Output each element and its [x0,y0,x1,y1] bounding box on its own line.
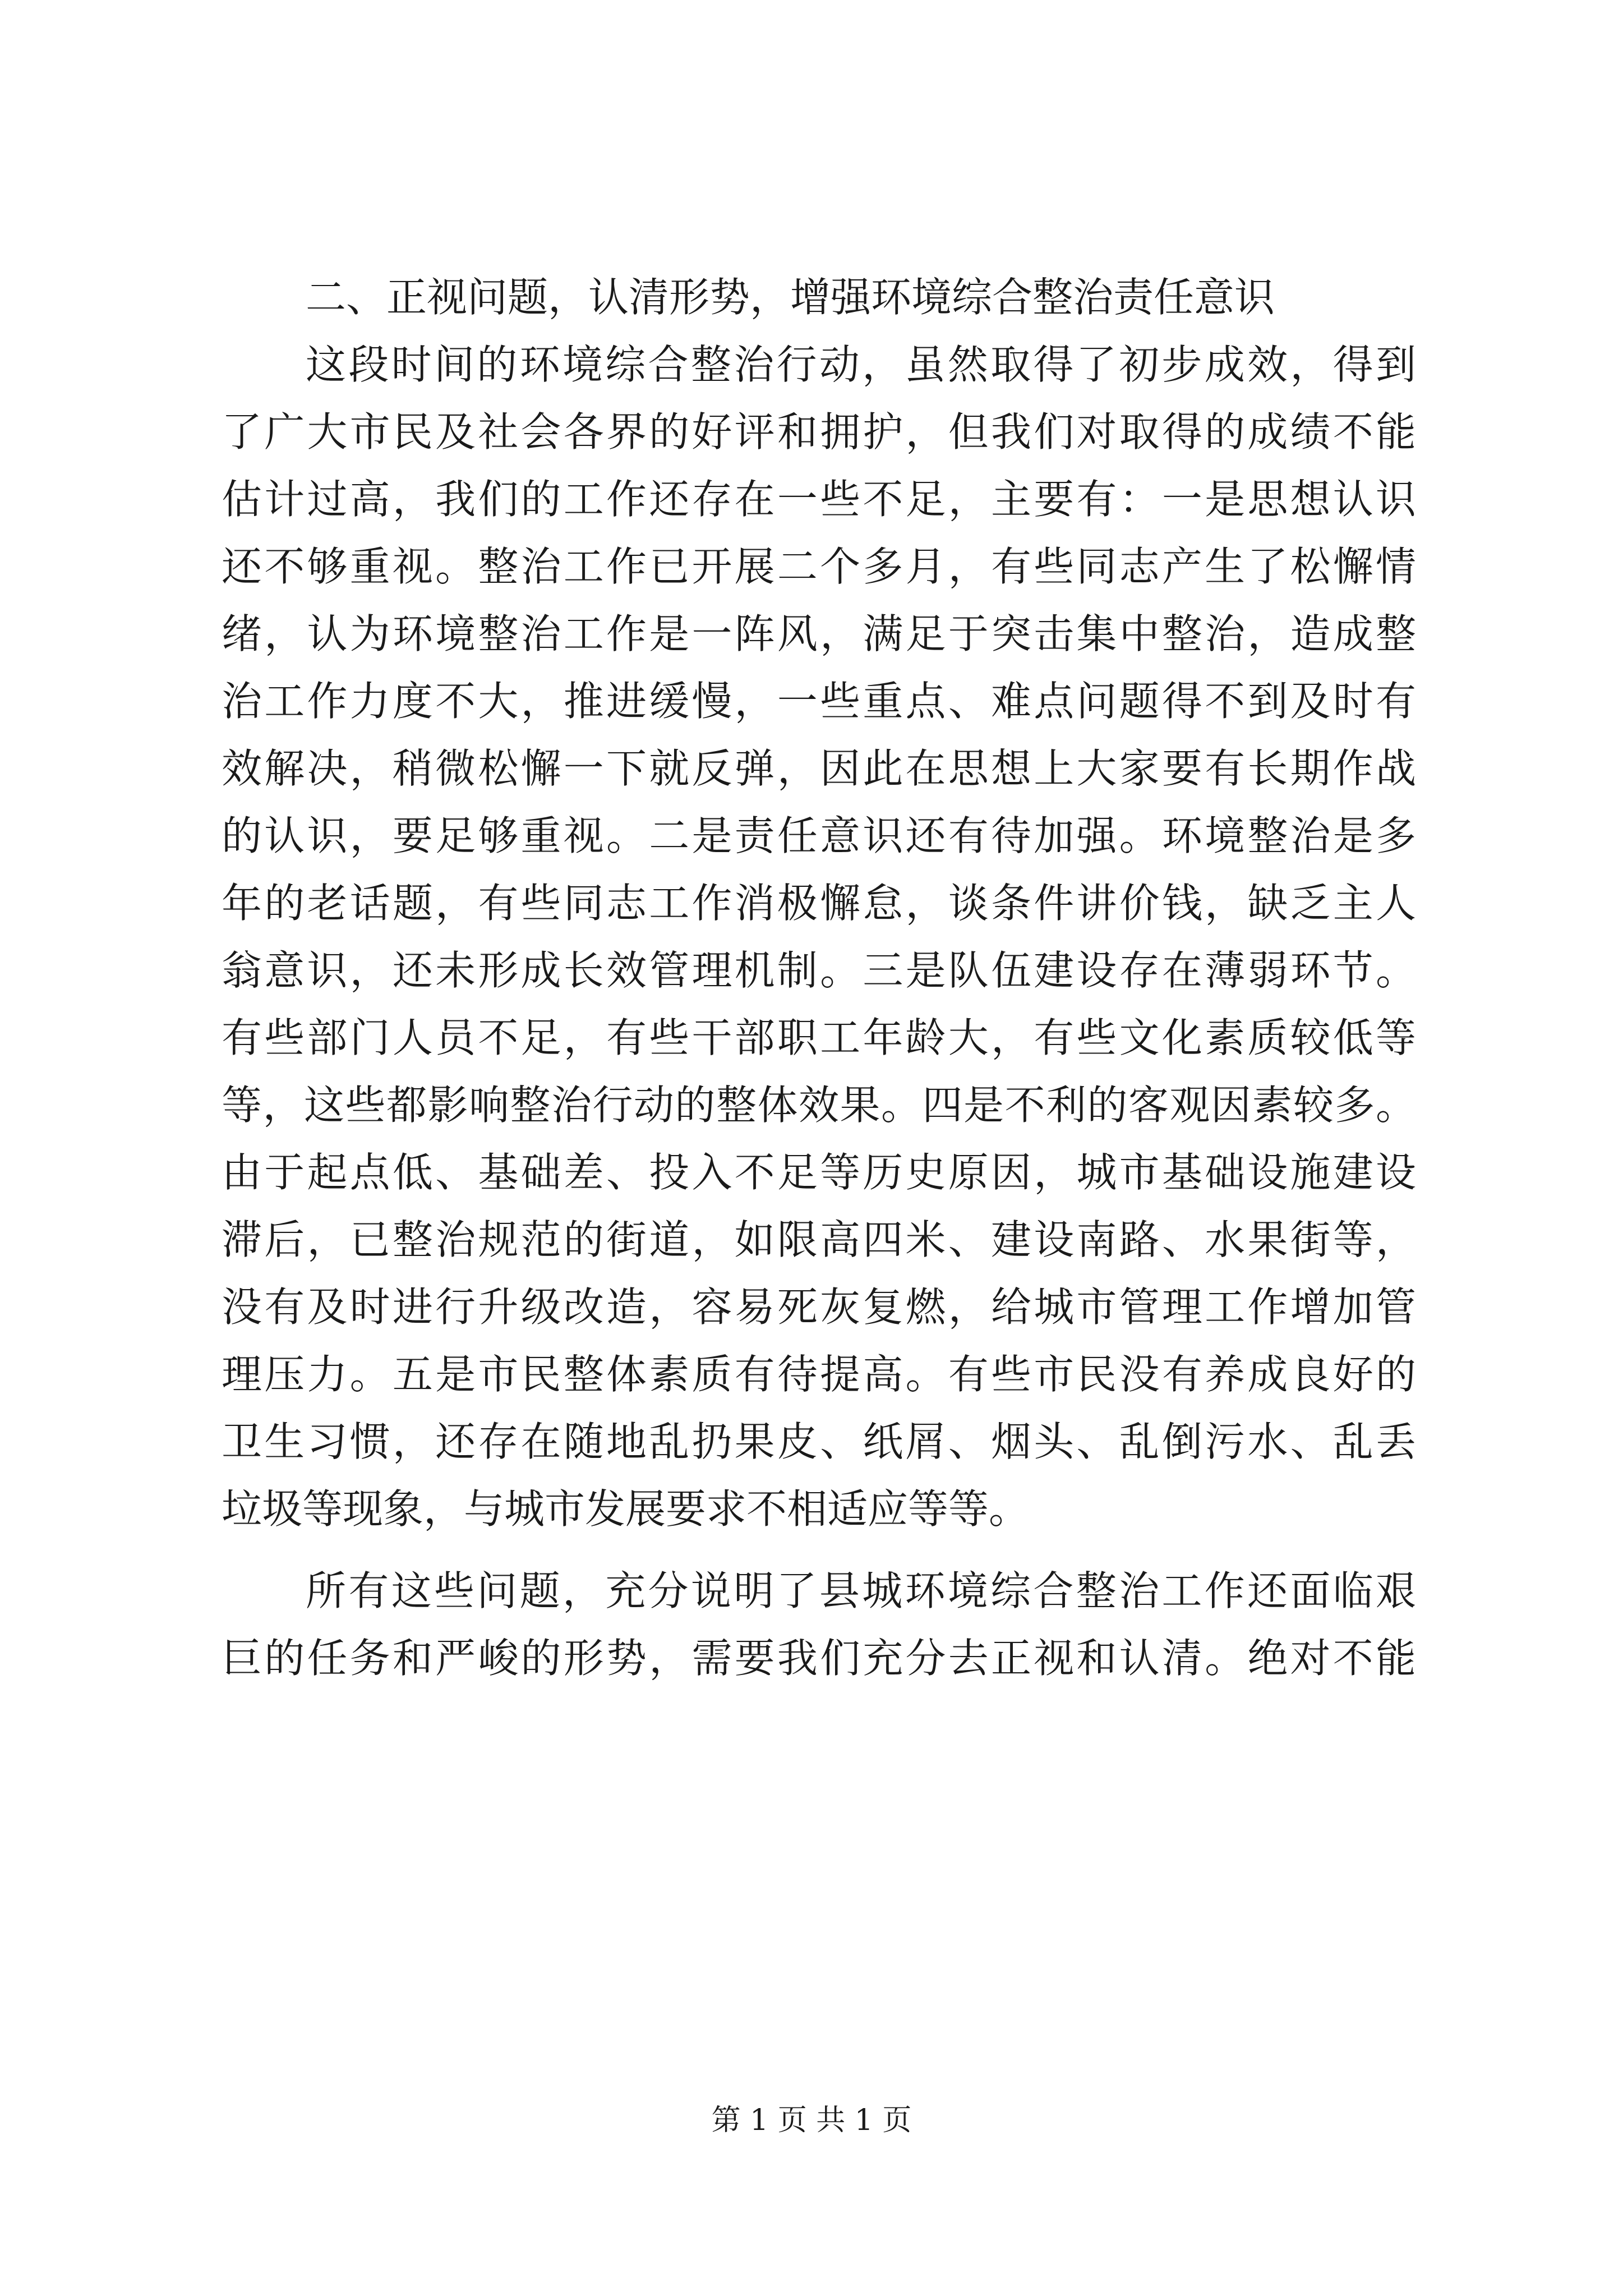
paragraph-line: 理压力。五是市民整体素质有待提高。有些市民没有养成良好的 [222,1351,1416,1398]
paragraph-line: 巨的任务和严峻的形势，需要我们充分去正视和认清。绝对不能 [222,1635,1416,1682]
paragraph-line: 等，这些都影响整治行动的整体效果。四是不利的客观因素较多。 [222,1082,1416,1129]
paragraph-line: 的认识，要足够重视。二是责任意识还有待加强。环境整治是多 [222,812,1416,859]
paragraph-line: 治工作力度不大，推进缓慢，一些重点、难点问题得不到及时有 [222,678,1416,725]
paragraph-line: 年的老话题，有些同志工作消极懈怠，谈条件讲价钱，缺乏主人 [222,880,1416,927]
paragraph-line: 所有这些问题，充分说明了县城环境综合整治工作还面临艰 [306,1567,1416,1614]
section-heading: 二、正视问题，认清形势，增强环境综合整治责任意识 [306,274,1275,321]
document-body [222,264,1416,1692]
paragraph-line: 了广大市民及社会各界的好评和拥护，但我们对取得的成绩不能 [222,408,1416,455]
page-number-footer: 第 1 页 共 1 页 [711,2104,912,2137]
paragraph-2 [222,1557,1416,1692]
paragraph-line: 垃圾等现象，与城市发展要求不相适应等等。 [222,1485,1030,1533]
paragraph-line: 卫生习惯，还存在随地乱扔果皮、纸屑、烟头、乱倒污水、乱丢 [222,1418,1416,1465]
paragraph-line: 效解决，稍微松懈一下就反弹，因此在思想上大家要有长期作战 [222,745,1416,792]
paragraph-line: 有些部门人员不足，有些干部职工年龄大，有些文化素质较低等 [222,1014,1416,1061]
paragraph-line: 由于起点低、基础差、投入不足等历史原因，城市基础设施建设 [222,1149,1416,1196]
paragraph-line: 绪，认为环境整治工作是一阵风，满足于突击集中整治，造成整 [222,610,1416,657]
paragraph-1 [222,331,1416,1543]
paragraph-line: 这段时间的环境综合整治行动，虽然取得了初步成效，得到 [306,341,1416,388]
paragraph-line: 滞后，已整治规范的街道，如限高四米、建设南路、水果街等， [222,1216,1416,1263]
paragraph-line: 翁意识，还未形成长效管理机制。三是队伍建设存在薄弱环节。 [222,947,1416,994]
paragraph-gap [222,1543,1416,1557]
paragraph-line: 估计过高，我们的工作还存在一些不足，主要有：一是思想认识 [222,476,1416,523]
paragraph-line: 没有及时进行升级改造，容易死灰复燃，给城市管理工作增加管 [222,1283,1416,1331]
paragraph-line: 还不够重视。整治工作已开展二个多月，有些同志产生了松懈情 [222,543,1416,590]
